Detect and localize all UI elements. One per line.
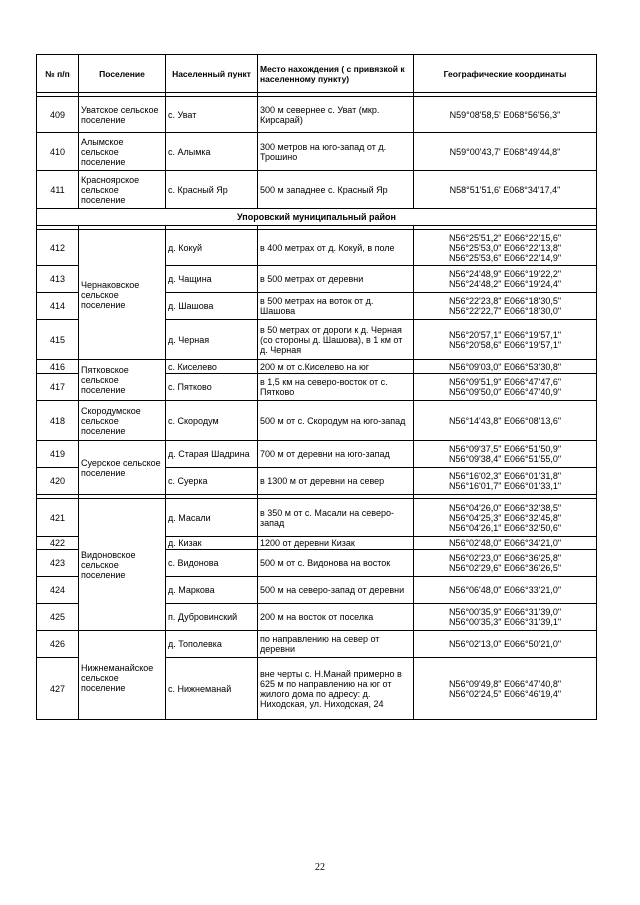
row-location: в 500 метрах на воток от д. Шашова xyxy=(258,293,414,320)
page-number: 22 xyxy=(315,862,325,873)
row-locality: с. Нижнеманай xyxy=(166,658,258,720)
row-coords: N56°02'48,0" E066°34'21,0" xyxy=(414,537,597,550)
row-locality: с. Видонова xyxy=(166,550,258,577)
row-settlement: Чернаковское сельское поселение xyxy=(79,230,166,360)
table-header-row xyxy=(37,55,597,93)
row-location: 500 м от с. Видонова на восток xyxy=(258,550,414,577)
row-location: 200 м на восток от поселка xyxy=(258,604,414,631)
row-coords: N56°06'48,0" E066°33'21,0" xyxy=(414,577,597,604)
row-locality: с. Пятково xyxy=(166,374,258,401)
row-coords: N56°00'35,9" E066°31'39,0" N56°00'35,3" E066°31'39,1" xyxy=(414,604,597,631)
row-coords: N56°02'13,0" E066°50'21,0" xyxy=(414,631,597,658)
row-settlement: Видоновское сельское поселение xyxy=(79,499,166,631)
row-location: вне черты с. Н.Манай примерно в 625 м по направлению на юг от жилого дома по адресу: д. Ниходская, ул. Ниходская, 24 xyxy=(258,658,414,720)
table-row xyxy=(37,499,597,537)
row-coords: N56°25'51,2" E066°22'15,6" N56°25'53,0" E066°22'13,8" N56°25'53,6" E066°22'14,9" xyxy=(414,230,597,266)
table-row xyxy=(37,360,597,374)
row-locality: д. Масали xyxy=(166,499,258,537)
row-settlement: Нижнеманайское сельское поселение xyxy=(79,631,166,720)
row-locality: с. Суерка xyxy=(166,468,258,495)
row-locality: п. Дубровинский xyxy=(166,604,258,631)
region-title: Упоровский муниципальный район xyxy=(37,209,597,226)
row-coords: N56°20'57,1" E066°19'57,1" N56°20'58,6" E066°19'57,1" xyxy=(414,320,597,360)
row-coords: N58°51'51,6' E068°34'17,4" xyxy=(414,171,597,209)
row-locality: д. Кокуй xyxy=(166,230,258,266)
row-num: 414 xyxy=(37,293,79,320)
row-location: в 1,5 км на северо-восток от с. Пятково xyxy=(258,374,414,401)
row-settlement: Алымское сельское поселение xyxy=(79,133,166,171)
row-location: в 1300 м от деревни на север xyxy=(258,468,414,495)
header-settlement: Поселение xyxy=(79,55,166,93)
row-locality: д. Шашова xyxy=(166,293,258,320)
table-row xyxy=(37,97,597,133)
row-num: 412 xyxy=(37,230,79,266)
table-row xyxy=(37,401,597,441)
row-coords: N56°04'26,0" E066°32'38,5" N56°04'25,3" E066°32'45,8" N56°04'26,1" E066°32'50,6" xyxy=(414,499,597,537)
row-location: в 500 метрах от деревни xyxy=(258,266,414,293)
region-row xyxy=(37,209,597,226)
row-settlement: Уватское сельское поселение xyxy=(79,97,166,133)
row-coords: N56°14'43,8" E066°08'13,6" xyxy=(414,401,597,441)
row-locality: д. Черная xyxy=(166,320,258,360)
row-locality: с. Уват xyxy=(166,97,258,133)
row-locality: с. Скородум xyxy=(166,401,258,441)
row-coords: N56°02'23,0" E066°36'25,8" N56°02'29,6" E066°36'26,5" xyxy=(414,550,597,577)
row-settlement: Суерское сельское поселение xyxy=(79,441,166,495)
row-locality: д. Чащина xyxy=(166,266,258,293)
row-coords: N56°09'49,8" E066°47'40,8" N56°02'24,5" E066°46'19,4" xyxy=(414,658,597,720)
row-num: 425 xyxy=(37,604,79,631)
header-locality: Населенный пункт xyxy=(166,55,258,93)
row-coords: N59°08'58,5' E068°56'56,3" xyxy=(414,97,597,133)
row-location: 500 м на северо-запад от деревни xyxy=(258,577,414,604)
row-location: 300 метров на юго-запад от д. Трошино xyxy=(258,133,414,171)
row-num: 411 xyxy=(37,171,79,209)
row-location: по направлению на север от деревни xyxy=(258,631,414,658)
row-num: 420 xyxy=(37,468,79,495)
row-coords: N56°16'02,3" E066°01'31,8" N56°16'01,7" E066°01'33,1" xyxy=(414,468,597,495)
table-row xyxy=(37,133,597,171)
row-location: 200 м от с.Киселево на юг xyxy=(258,360,414,374)
row-num: 426 xyxy=(37,631,79,658)
table-row xyxy=(37,171,597,209)
header-num: № п/п xyxy=(37,55,79,93)
row-locality: с. Красный Яр xyxy=(166,171,258,209)
row-settlement: Красноярское сельское поселение xyxy=(79,171,166,209)
row-num: 427 xyxy=(37,658,79,720)
row-location: 500 м от с. Скородум на юго-запад xyxy=(258,401,414,441)
table-row xyxy=(37,230,597,266)
row-num: 418 xyxy=(37,401,79,441)
row-coords: N56°09'03,0" E066°53'30,8" xyxy=(414,360,597,374)
row-num: 419 xyxy=(37,441,79,468)
row-coords: N56°09'51,9" E066°47'47,6" N56°09'50,0" E066°47'40,9" xyxy=(414,374,597,401)
row-num: 423 xyxy=(37,550,79,577)
settlements-table xyxy=(36,54,597,720)
row-num: 421 xyxy=(37,499,79,537)
row-location: 1200 от деревни Кизак xyxy=(258,537,414,550)
row-num: 416 xyxy=(37,360,79,374)
row-coords: N56°24'48,9" E066°19'22,2" N56°24'48,2" E066°19'24,4" xyxy=(414,266,597,293)
row-settlement: Скородумское сельское поселение xyxy=(79,401,166,441)
row-location: 300 м севернее с. Уват (мкр. Кирсарай) xyxy=(258,97,414,133)
row-location: 500 м западнее с. Красный Яр xyxy=(258,171,414,209)
row-locality: д. Тополевка xyxy=(166,631,258,658)
row-locality: д. Маркова xyxy=(166,577,258,604)
row-location: в 50 метрах от дороги к д. Черная (со стороны д. Шашова), в 1 км от д. Черная xyxy=(258,320,414,360)
row-num: 410 xyxy=(37,133,79,171)
row-num: 422 xyxy=(37,537,79,550)
row-location: в 350 м от с. Масали на северо-запад xyxy=(258,499,414,537)
row-coords: N59°00'43,7' E068°49'44,8" xyxy=(414,133,597,171)
row-num: 424 xyxy=(37,577,79,604)
header-location: Место нахождения ( с привязкой к населенному пункту) xyxy=(258,55,414,93)
row-coords: N56°22'23,8" E066°18'30,5" N56°22'22,7" E066°18'30,0" xyxy=(414,293,597,320)
row-num: 413 xyxy=(37,266,79,293)
row-locality: д. Кизак xyxy=(166,537,258,550)
row-location: в 400 метрах от д. Кокуй, в поле xyxy=(258,230,414,266)
row-locality: с. Киселево xyxy=(166,360,258,374)
table-row xyxy=(37,631,597,658)
row-locality: д. Старая Шадрина xyxy=(166,441,258,468)
row-num: 409 xyxy=(37,97,79,133)
row-num: 415 xyxy=(37,320,79,360)
row-locality: с. Алымка xyxy=(166,133,258,171)
row-num: 417 xyxy=(37,374,79,401)
row-settlement: Пятковское сельское поселение xyxy=(79,360,166,401)
table-row xyxy=(37,441,597,468)
row-coords: N56°09'37,5" E066°51'50,9" N56°09'38,4" E066°51'55,0" xyxy=(414,441,597,468)
header-coords: Географические координаты xyxy=(414,55,597,93)
row-location: 700 м от деревни на юго-запад xyxy=(258,441,414,468)
